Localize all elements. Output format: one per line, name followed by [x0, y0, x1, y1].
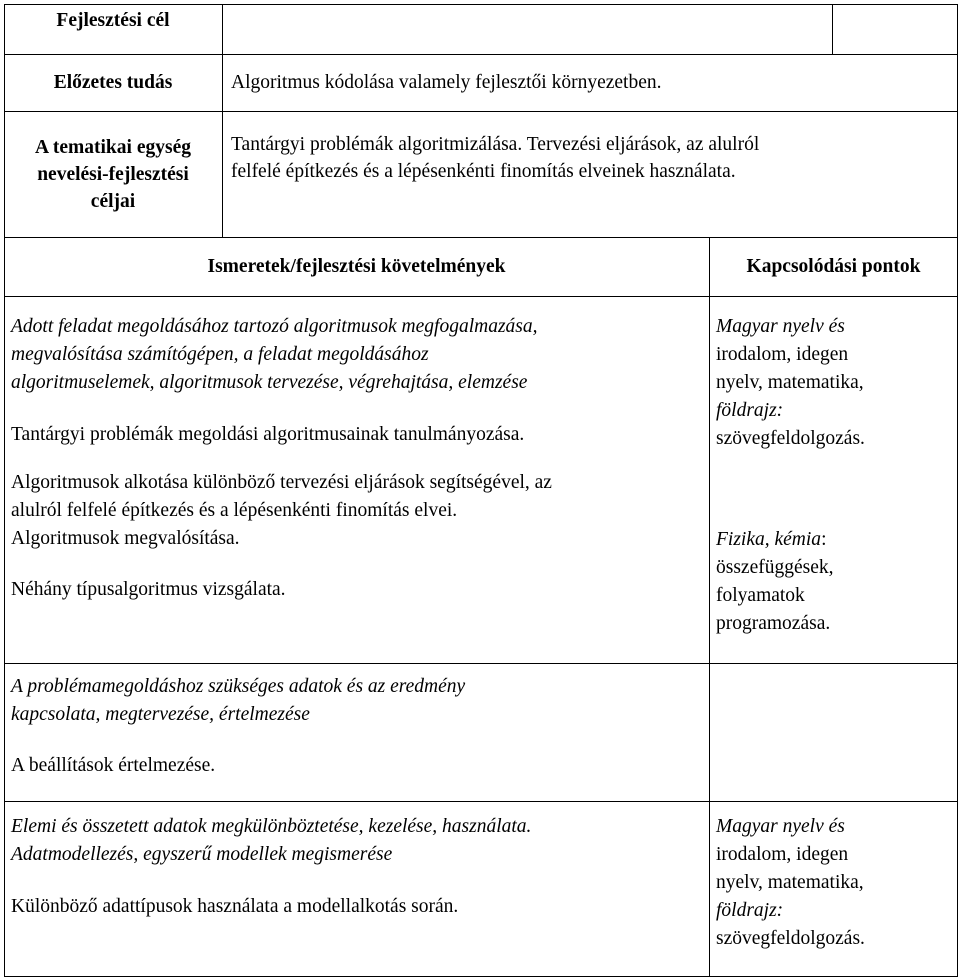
section1-italic-line: megvalósítása számítógépen, a feladat megoldásához [11, 344, 429, 365]
prior-knowledge-label: Előzetes tudás [53, 72, 173, 93]
connection-subject: Magyar nyelv és [716, 816, 845, 837]
row-divider [4, 237, 958, 238]
aims-text-line: Tantárgyi problémák algoritmizálása. Tervezési eljárások, az alulról [231, 134, 760, 155]
connection-line: nyelv, matematika, [716, 872, 864, 893]
section2-italic-line: kapcsolata, megtervezése, értelmezése [11, 704, 310, 725]
section1-paragraph-line: Algoritmusok megvalósítása. [11, 528, 240, 549]
section2-paragraph: A beállítások értelmezése. [11, 755, 216, 776]
section1-italic-line: algoritmuselemek, algoritmusok tervezése, végrehajtása, elemzése [11, 372, 528, 393]
connection-subject: földrajz: [716, 900, 784, 921]
section1-paragraph: Néhány típusalgoritmus vizsgálata. [11, 579, 286, 600]
aims-label-line: nevelési-fejlesztési [37, 164, 189, 185]
row-divider [4, 663, 958, 664]
connection-colon: : [821, 529, 827, 550]
section3-paragraph: Különböző adattípusok használata a modellalkotás során. [11, 896, 459, 917]
section3-italic-line: Adatmodellezés, egyszerű modellek megismerése [11, 844, 393, 865]
goal-cell-divider [832, 4, 833, 55]
row-divider [4, 111, 958, 112]
prior-knowledge-text: Algoritmus kódolása valamely fejlesztői környezetben. [231, 72, 662, 93]
connection-line: programozása. [716, 613, 831, 634]
connections-column-divider [709, 237, 710, 977]
connection-line: szövegfeldolgozás. [716, 428, 865, 449]
aims-label-line: céljai [90, 191, 136, 212]
row-divider [4, 54, 958, 55]
connection-subject-line [716, 526, 826, 553]
aims-text-line: felfelé építkezés és a lépésenkénti finomítás elveinek használata. [231, 161, 736, 182]
connection-subject: Magyar nyelv és [716, 316, 845, 337]
connection-line: irodalom, idegen [716, 844, 849, 865]
connection-line: folyamatok [716, 585, 805, 606]
section2-italic-line: A problémamegoldáshoz szükséges adatok és az eredmény [11, 676, 466, 697]
table-border-bottom [4, 976, 958, 977]
table-border-top [4, 4, 958, 5]
requirements-column-header: Ismeretek/fejlesztési követelmények [207, 256, 506, 277]
section1-paragraph: Tantárgyi problémák megoldási algoritmusainak tanulmányozása. [11, 424, 525, 445]
row-divider [4, 801, 958, 802]
connection-subject: földrajz: [716, 400, 784, 421]
section1-paragraph-line: alulról felfelé építkezés és a lépésenkénti finomítás elvei. [11, 500, 458, 521]
row-divider [4, 296, 958, 297]
connection-line: irodalom, idegen [716, 344, 849, 365]
connection-subject: Fizika, kémia [716, 529, 822, 550]
goal-label: Fejlesztési cél [56, 10, 170, 31]
section1-italic-line: Adott feladat megoldásához tartozó algoritmusok megfogalmazása, [11, 316, 538, 337]
connection-line: összefüggések, [716, 557, 834, 578]
table-border-right [957, 4, 958, 977]
label-column-divider [222, 4, 223, 238]
connection-line: nyelv, matematika, [716, 372, 864, 393]
section1-paragraph-line: Algoritmusok alkotása különböző tervezési eljárások segítségével, az [11, 472, 552, 493]
connections-column-header: Kapcsolódási pontok [746, 256, 921, 277]
section3-italic-line: Elemi és összetett adatok megkülönböztetése, kezelése, használata. [11, 816, 532, 837]
connection-line: szövegfeldolgozás. [716, 928, 865, 949]
aims-label-line: A tematikai egység [35, 137, 191, 158]
